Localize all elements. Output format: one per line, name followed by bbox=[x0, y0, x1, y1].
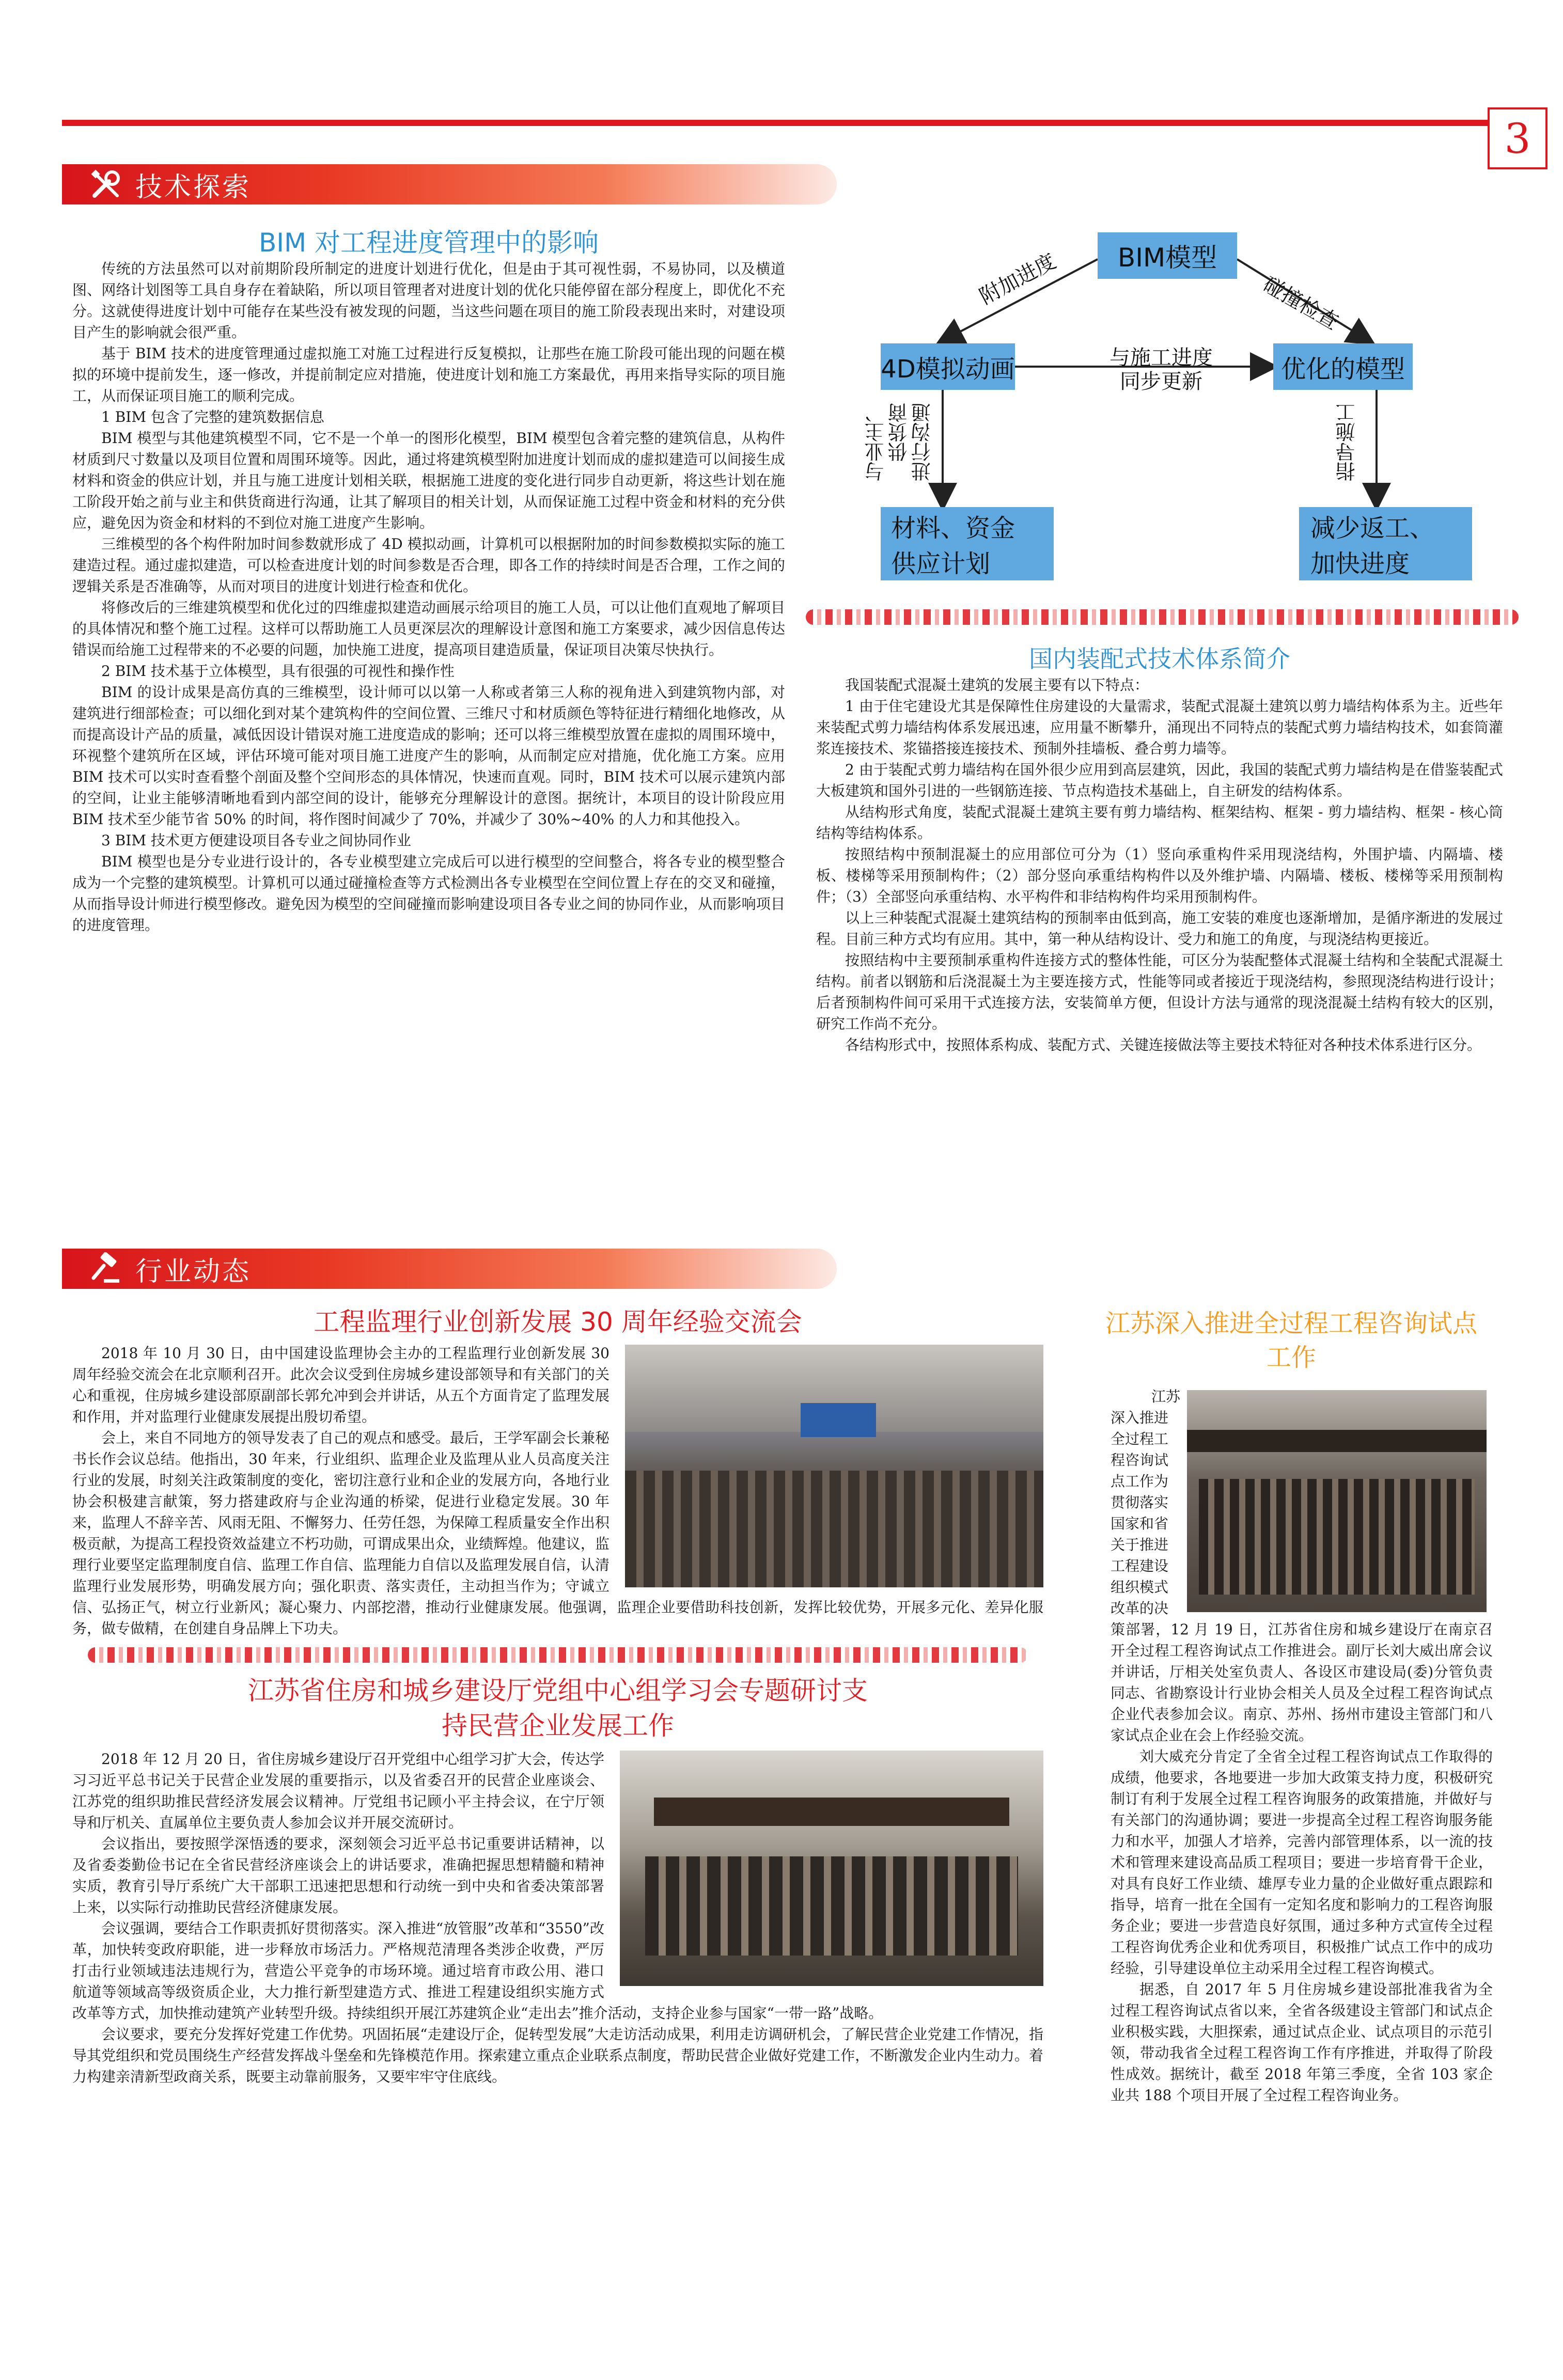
party-paragraph: 2018 年 12 月 20 日，省住房城乡建设厅召开党组中心组学习扩大会，传达学习习近平总书记关于民营企业发展的重要指示，以及省委召开的民营企业座谈会、江苏党的组织助推民营经济发展会议精神。厅党组书记顾小平主持会议，在宁厅领导和厅机关、直属单位主要负责人参加会议并开展交流研讨。 bbox=[72, 1751, 604, 1831]
bim-paragraph: 三维模型的各个构件附加时间参数就形成了 4D 模拟动画，计算机可以根据附加的时间参数模拟实际的施工建造过程。通过虚拟建造，可以检查进度计划的时间参数是否合理，即各工作的持续时间是否合理，工作之间的逻辑关系是否准确等，从而对项目的进度计划进行检查和优化。 bbox=[72, 535, 785, 595]
jiangsu-line: 贯彻落实 bbox=[1111, 1494, 1169, 1511]
diagram-label-communicate-2: 供货商 bbox=[888, 403, 911, 462]
jiangsu-line: 江苏 bbox=[1151, 1388, 1180, 1405]
jiangsu-narrow-column bbox=[1111, 1386, 1180, 1619]
diagram-label-sync-line2: 同步更新 bbox=[1120, 370, 1202, 393]
wavy-divider bbox=[806, 609, 1519, 625]
jiangsu-meeting-photo bbox=[1187, 1390, 1487, 1612]
diagram-label-sync-line1: 与施工进度 bbox=[1109, 346, 1213, 370]
bim-flow-diagram bbox=[816, 232, 1503, 604]
prefab-article-title: 国内装配式技术体系简介 bbox=[1029, 645, 1290, 673]
party-title-line1: 江苏省住房和城乡建设厅党组中心组学习会专题研讨支 bbox=[248, 1676, 868, 1706]
diagram-node-reduce-line1: 减少返工、 bbox=[1310, 514, 1435, 543]
jiangsu-article-title bbox=[1064, 1306, 1519, 1375]
wavy-divider bbox=[88, 1647, 1028, 1663]
bim-paragraph: 基于 BIM 技术的进度管理通过虚拟施工对施工过程进行反复模拟，让那些在施工阶段可能出现的问题在模拟的环境中提前发生，逐一修改，并提前制定应对措施，使进度计划和施工方案最优，再用来指导实际的项目施工，从而保证项目施工的顺利完成。 bbox=[72, 345, 785, 404]
supervision-article-title: 工程监理行业创新发展 30 周年经验交流会 bbox=[314, 1307, 802, 1337]
diagram-label-attach-progress: 附加进度 bbox=[976, 249, 1060, 309]
diagram-node-materials-line1: 材料、资金 bbox=[891, 514, 1015, 543]
prefab-paragraph: 我国装配式混凝土建筑的发展主要有以下特点： bbox=[845, 676, 1149, 693]
bim-paragraph: BIM 模型也是分专业进行设计的，各专业模型建立完成后可以进行模型的空间整合，将各专业的模型整合成为一个完整的建筑模型。计算机可以通过碰撞检查等方式检测出各专业模型在空间位置上存在的交叉和碰撞，从而指导设计师进行模型修改。避免因为模型的空间碰撞而影响建设项目各专业之间的协同作业，从而影响项目的进度管理。 bbox=[72, 853, 785, 934]
section-header-industry bbox=[62, 1249, 837, 1289]
section-label-tech: 技术探索 bbox=[135, 171, 252, 203]
prefab-paragraph: 按照结构中主要预制承重构件连接方式的整体性能，可区分为装配整体式混凝土结构和全装配式混凝土结构。前者以钢筋和后浇混凝土为主要连接方式，性能等同或者接近于现浇结构，参照现浇结构进行设计；后者预制构件间可采用干式连接方法，安装简单方便，但设计方法与通常的现浇混凝土结构有较大的区别，研究工作尚不充分。 bbox=[816, 952, 1503, 1032]
section-label-industry: 行业动态 bbox=[135, 1256, 252, 1287]
jiangsu-line: 国家和省 bbox=[1111, 1515, 1169, 1532]
prefab-paragraph: 以上三种装配式混凝土建筑结构的预制率由低到高，施工安装的难度也逐渐增加，是循序渐进的发展过程。目前三种方式均有应用。其中，第一种从结构设计、受力和施工的角度，与现浇结构更接近。 bbox=[816, 909, 1503, 948]
tools-icon bbox=[87, 165, 125, 203]
party-title-line2: 持民营企业发展工作 bbox=[442, 1711, 674, 1741]
jiangsu-line: 工程建设 bbox=[1111, 1557, 1169, 1574]
party-paragraph: 会议要求，要充分发挥好党建工作优势。巩固拓展“走建设厅企，促转型发展”大走访活动成果，利用走访调研机会，了解民营企业党建工作情况，指导其党组织和党员围绕生产经营发挥战斗堡垒和先锋模范作用。探索建立重点企业联系点制度，帮助民营企业做好党建工作，不断激发企业内生动力。着力构建亲清新型政商关系，既要主动靠前服务，又要牢牢守住底线。 bbox=[72, 2026, 1043, 2085]
jiangsu-article-body bbox=[1111, 1619, 1493, 2106]
diagram-node-4d-animation: 4D模拟动画 bbox=[881, 343, 1015, 390]
jiangsu-line: 全过程工 bbox=[1111, 1430, 1169, 1447]
jiangsu-paragraph: 据悉，自 2017 年 5 月住房城乡建设部批准我省为全过程工程咨询试点省以来，全省各级建设主管部门和试点企业积极实践，大胆探索，通过试点企业、试点项目的示范引领，带动我省全过程工程咨询工作有序推进，并取得了阶段性成效。据统计，截至 2018 年第三季度，全省 103 家企业共 188 个项目开展了全过程工程咨询业务。 bbox=[1111, 1981, 1493, 2104]
jiangsu-line: 程咨询试 bbox=[1111, 1452, 1169, 1469]
jiangsu-title-line2: 工作 bbox=[1266, 1343, 1316, 1372]
diagram-label-guide-construction: 指导施工 bbox=[1336, 403, 1358, 481]
bim-article-title: BIM 对工程进度管理中的影响 bbox=[258, 228, 599, 258]
bim-paragraph: BIM 的设计成果是高仿真的三维模型，设计师可以以第一人称或者第三人称的视角进入到建筑物内部，对建筑进行细部检查；可以细化到对某个建筑构件的空间位置、三维尺寸和材质颜色等特征进行精细化地修改，从而提高设计产品的质量，减低因设计错误对施工进度造成的影响；还可以将三维模型放置在虚拟的周围环境中，环视整个建筑所在区域，评估环境可能对项目施工进度产生的影响，从而制定应对措施，优化施工方案。应用 BIM 技术可以实时查看整个剖面及整个空间形态的具体情况，快速而直观。同时，BIM 技术可以展示建筑内部的空间，让业主能够清晰地看到内部空间的设计，能够充分理解设计的意图。据统计，本项目的设计阶段应用 BIM 技术至少能节省 50% 的时间，将作图时间减少了 70%，并减少了 30%~40% 的人力和其他投入。 bbox=[72, 684, 785, 828]
bim-paragraph: 传统的方法虽然可以对前期阶段所制定的进度计划进行优化，但是由于其可视性弱，不易协同，以及横道图、网络计划图等工具自身存在着缺陷，所以项目管理者对进度计划的优化只能停留在部分程度上，即优化不充分。这就使得进度计划中可能存在某些没有被发现的问题，当这些问题在项目的施工阶段表现出来时，对建设项目产生的影响就会很严重。 bbox=[72, 260, 785, 341]
diagram-node-materials-line2: 供应计划 bbox=[891, 549, 991, 578]
jiangsu-line: 改革的决 bbox=[1111, 1600, 1169, 1617]
supervision-paragraph: 会上，来自不同地方的领导发表了自己的观点和感受。最后，王学军副会长兼秘书长作会议总结。他指出，30 年来，行业组织、监理企业及监理从业人员高度关注行业的发展，时刻关注政策制度的变化，密切注意行业和企业的发展方向，各地行业协会积极建言献策，努力搭建政府与企业沟通的桥梁，促进行业稳定发展。30 年来，监理人不辞辛苦、风雨无阻、不懈努力、任劳任怨，为保障工程质量安全作出积极贡献，为提高工程投资效益建立不朽功勋，可谓成果出众，业绩辉煌。他建议，监理行业要坚定监理制度自信、监理工作自信、监理能力自信以及监理发展自信，认清监理行业发展形势，明确发展方向；强化职责、落实责任，主动担当作为；守诚立信、弘扬正气，树立行业新风；凝心聚力、内部挖潜，推动行业健康发展。他强调，监理企业要借助科技创新，发挥比较优势，开展多元化、差异化服务，做专做精，在创建自身品牌上下功夫。 bbox=[72, 1429, 1043, 1637]
jiangsu-paragraph: 策部署，12 月 19 日，江苏省住房和城乡建设厅在南京召开全过程工程咨询试点工作推进会。副厅长刘大威出席会议并讲话，厅相关处室负责人、各设区市建设局(委)分管负责同志、省勘察设计行业协会相关人员及全过程工程咨询试点企业代表参加会议。南京、苏州、扬州市建设主管部门和八家试点企业在会上作经验交流。 bbox=[1111, 1621, 1493, 1744]
diagram-node-optimized-model: 优化的模型 bbox=[1273, 343, 1413, 390]
party-article-title bbox=[72, 1673, 1043, 1743]
diagram-node-bim-model: BIM模型 bbox=[1098, 232, 1237, 279]
bim-subheading: 3 BIM 技术更方便建设项目各专业之间协同作业 bbox=[101, 832, 411, 849]
page-number: 3 bbox=[1488, 107, 1548, 169]
diagram-node-reduce-rework bbox=[1299, 507, 1472, 580]
bim-subheading: 1 BIM 包含了完整的建筑数据信息 bbox=[101, 408, 324, 425]
party-meeting-photo bbox=[620, 1751, 1043, 1986]
prefab-article-body bbox=[816, 674, 1503, 1055]
prefab-paragraph: 2 由于装配式剪力墙结构在国外很少应用到高层建筑，因此，我国的装配式剪力墙结构是在借鉴装配式大板建筑和国外引进的一些钢筋连接、节点构造技术基础上，自主研发的结构体系。 bbox=[816, 761, 1503, 799]
diagram-label-collision-check: 碰撞检查 bbox=[1259, 272, 1343, 335]
section-header-tech bbox=[62, 164, 837, 204]
party-article-body bbox=[72, 1748, 1043, 2087]
jiangsu-line: 深入推进 bbox=[1111, 1409, 1169, 1426]
supervision-conference-photo bbox=[625, 1345, 1043, 1587]
party-paragraph: 会议指出，要按照学深悟透的要求，深刻领会习近平总书记重要讲话精神，以及省委娄勤俭书记在全省民营经济座谈会上的讲话要求，准确把握思想精髓和精神实质，教育引导厅系统广大干部职工迅速把思想和行动统一到中央和省委决策部署上来，以实际行动推助民营经济健康发展。 bbox=[72, 1835, 604, 1916]
party-paragraph: 会议强调，要结合工作职责抓好贯彻落实。深入推进“放管服”改革和“3550”改革，加快转变政府职能，进一步释放市场活力。严格规范清理各类涉企收费，严厉打击行业领域违法违规行为，营造公平竞争的市场环境。通过培育市政公用、港口航道等领域高等级资质企业，大力推行新型建造方式、推进工程建设组织实施方式改革等方式，加快推动建筑产业转型升级。持续组织开展江苏建筑企业“走出去”推介活动，支持企业参与国家“一带一路”战略。 bbox=[72, 1920, 883, 2022]
bim-article-body bbox=[72, 258, 785, 936]
top-red-rule bbox=[62, 120, 1488, 126]
diagram-label-communicate-1: 与业主、 bbox=[865, 403, 887, 481]
jiangsu-title-line1: 江苏深入推进全过程工程咨询试点 bbox=[1105, 1309, 1477, 1338]
bim-paragraph: BIM 模型与其他建筑模型不同，它不是一个单一的图形化模型，BIM 模型包含着完整的建筑信息，从构件材质到尺寸数量以及项目位置和周围环境等。因此，通过将建筑模型附加进度计划而成的虚拟建造可以间接生成材料和资金的供应计划，并且与施工进度计划相关联，根据施工进度的变化进行同步自动更新，将这些计划在施工阶段开始之前与业主和供货商进行沟通，让其了解项目的相关计划，从而保证施工过程中资金和材料的充分供应，避免因为资金和材料的不到位对施工进度产生影响。 bbox=[72, 430, 785, 531]
jiangsu-line: 点工作为 bbox=[1111, 1473, 1169, 1490]
prefab-paragraph: 1 由于住宅建设尤其是保障性住房建设的大量需求，装配式混凝土建筑以剪力墙结构体系为主。近些年来装配式剪力墙结构体系发展迅速，应用量不断攀升，涌现出不同特点的装配式剪力墙结构技术，如套筒灌浆连接技术、浆锚搭接连接技术、预制外挂墙板、叠合剪力墙等。 bbox=[816, 698, 1503, 757]
bim-paragraph: 将修改后的三维建筑模型和优化过的四维虚拟建造动画展示给项目的施工人员，可以让他们直观地了解项目的具体情况和整个施工过程。这样可以帮助施工人员更深层次的理解设计意图和施工方案要求，减少因信息传达错误而给施工过程带来的不必要的问题，加快施工进度，提高项目建造质量，保证项目决策尽快执行。 bbox=[72, 599, 785, 658]
prefab-paragraph: 各结构形式中，按照体系构成、装配方式、关键连接做法等主要技术特征对各种技术体系进行区分。 bbox=[845, 1036, 1482, 1053]
diagram-label-sync-update bbox=[1109, 346, 1213, 393]
jiangsu-line: 组织模式 bbox=[1111, 1579, 1169, 1596]
bim-subheading: 2 BIM 技术基于立体模型，具有很强的可视性和操作性 bbox=[101, 663, 455, 680]
diagram-node-reduce-line2: 加快进度 bbox=[1310, 549, 1410, 578]
supervision-article-body bbox=[72, 1343, 1043, 1639]
diagram-node-materials bbox=[881, 507, 1054, 580]
jiangsu-line: 关于推进 bbox=[1111, 1536, 1169, 1553]
prefab-paragraph: 从结构形式角度，装配式混凝土建筑主要有剪力墙结构、框架结构、框架 - 剪力墙结构、框架 - 核心筒结构等结构体系。 bbox=[816, 803, 1503, 842]
diagram-label-communicate-3: 进行沟通 bbox=[911, 403, 934, 481]
gavel-icon bbox=[87, 1250, 125, 1288]
prefab-paragraph: 按照结构中预制混凝土的应用部位可分为（1）竖向承重构件采用现浇结构，外围护墙、内隔墙、楼板、楼梯等采用预制构件；（2）部分竖向承重结构构件以及外维护墙、内隔墙、楼板、楼梯等采用预制构件；（3）全部竖向承重结构、水平构件和非结构构件均采用预制构件。 bbox=[816, 846, 1503, 905]
supervision-paragraph: 2018 年 10 月 30 日，由中国建设监理协会主办的工程监理行业创新发展 30 周年经验交流会在北京顺利召开。此次会议受到住房城乡建设部领导和有关部门的关心和重视，住房城乡建设部原副部长郭允冲到会并讲话，从五个方面肯定了监理发展和作用，并对监理行业健康发展提出殷切希望。 bbox=[72, 1345, 609, 1425]
jiangsu-paragraph: 刘大威充分肯定了全省全过程工程咨询试点工作取得的成绩，他要求，各地要进一步加大政策支持力度，积极研究制订有利于发展全过程工程咨询服务的政策措施，并做好与有关部门的沟通协调；要进一步提高全过程工程咨询服务能力和水平，加强人才培养，完善内部管理体系，以一流的技术和管理来建设高品质工程项目；要进一步培育骨干企业，对具有良好工作业绩、雄厚专业力量的企业做好重点跟踪和指导，培育一批在全国有一定知名度和影响力的工程咨询服务企业；要进一步营造良好氛围，通过多种方式宣传全过程工程咨询优秀企业和优秀项目，积极推广试点工作中的成功经验，引导建设单位主动采用全过程工程咨询模式。 bbox=[1111, 1748, 1493, 1977]
